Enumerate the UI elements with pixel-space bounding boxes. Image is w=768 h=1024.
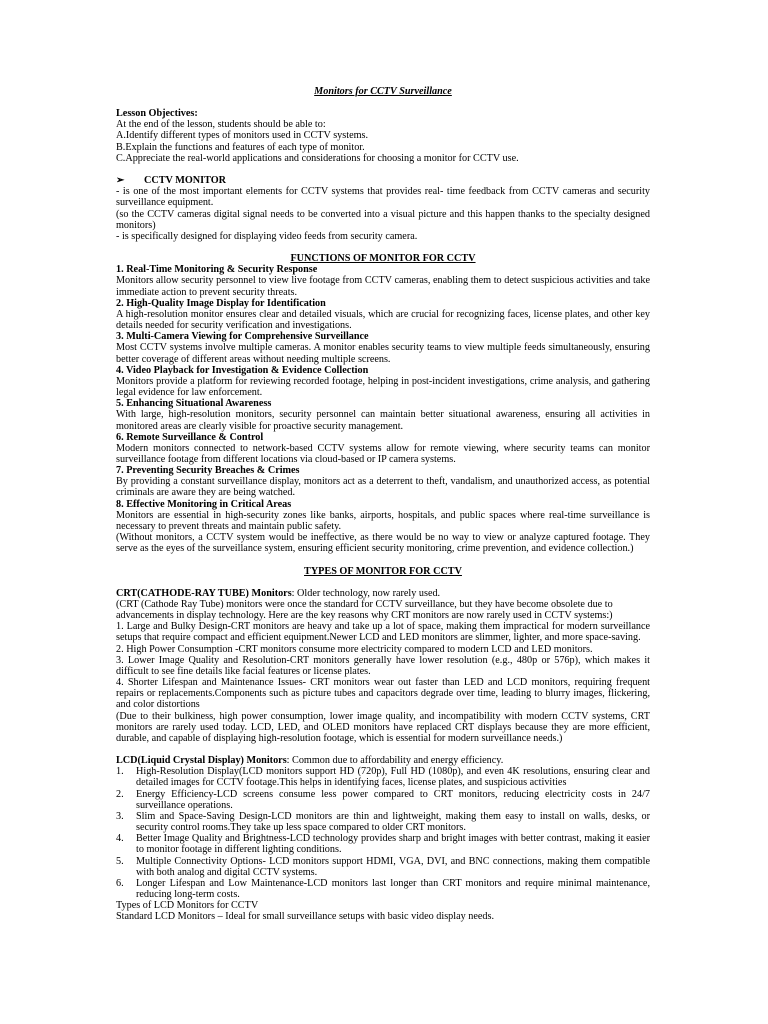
functions-note: (Without monitors, a CCTV system would be ineffective, as there would be no way to view or analyze captured footage. They serve as the eyes of the surveillance system, ensuring efficient security monitoring, crime prevention, and evidence collection.) bbox=[116, 532, 650, 555]
objectives-line: A.Identify different types of monitors used in CCTV systems. bbox=[116, 130, 369, 142]
crt-name: CRT(CATHODE-RAY TUBE) Monitors bbox=[116, 587, 292, 599]
lcd-point bbox=[116, 856, 650, 878]
crt-point: 1. Large and Bulky Design-CRT monitors are heavy and take up a lot of space, making them impractical for modern surveillance setups that require compact and efficient equipment.Newer LCD and LED monitors are slimmer, lighter, and more space-saving. bbox=[116, 621, 650, 644]
lcd-standard: Standard LCD Monitors – Ideal for small surveillance setups with basic video display needs. bbox=[116, 911, 494, 923]
crt-desc: : Older technology, now rarely used. bbox=[291, 587, 441, 599]
objectives-line: At the end of the lesson, students should be able to: bbox=[116, 119, 326, 131]
crt-heading bbox=[116, 588, 650, 599]
lcd-point-number: 2. bbox=[116, 788, 124, 800]
lcd-name: LCD(Liquid Crystal Display) Monitors bbox=[116, 755, 287, 767]
lcd-point bbox=[116, 766, 650, 788]
lcd-point bbox=[116, 833, 650, 855]
function-title: 1. Real-Time Monitoring & Security Response bbox=[116, 264, 318, 276]
function-title: 2. High-Quality Image Display for Identification bbox=[116, 297, 326, 309]
cctv-heading-text: CCTV MONITOR bbox=[144, 175, 226, 187]
lcd-point-text: Multiple Connectivity Options- LCD monitors support HDMI, VGA, DVI, and BNC connections, making them compatible with both analog and digital CCTV systems. bbox=[136, 855, 650, 878]
function-text: Most CCTV systems involve multiple cameras. A monitor enables security teams to view multiple feeds simultaneously, ensuring better coverage of different areas without needing multiple screens. bbox=[116, 342, 650, 365]
cctv-line: (so the CCTV cameras digital signal needs to be converted into a visual picture and this happen thanks to the specialty designed monitors) bbox=[116, 208, 650, 231]
lcd-point bbox=[116, 878, 650, 900]
lcd-point-number: 4. bbox=[116, 833, 124, 845]
crt-summary: (Due to their bulkiness, high power consumption, lower image quality, and incompatibility with modern CCTV systems, CRT monitors are rarely used today. LCD, LED, and OLED monitors have replaced CRT displays because they are more efficient, durable, and capable of displaying high-resolution footage, which is essential for modern surveillance needs.) bbox=[116, 710, 650, 744]
objectives-line: B.Explain the functions and features of each type of monitor. bbox=[116, 141, 365, 153]
cctv-monitor-heading bbox=[116, 175, 650, 186]
lcd-point-text: High-Resolution Display(LCD monitors support HD (720p), Full HD (1080p), and even 4K resolutions, ensuring clear and detailed images for CCTV footage.This helps in identifying faces, license plates, and suspicious activities bbox=[136, 766, 650, 789]
lcd-heading bbox=[116, 755, 650, 766]
crt-intro: (CRT (Cathode Ray Tube) monitors were once the standard for CCTV surveillance, but they have become obsolete due to advancements in display technology. Here are the key reasons why CRT monitors are now rarely used in CCTV systems:) bbox=[116, 598, 613, 622]
function-text: By providing a constant surveillance display, monitors act as a deterrent to theft, vandalism, and unauthorized access, as potential criminals are aware they are being watched. bbox=[116, 476, 650, 499]
crt-point: 3. Lower Image Quality and Resolution-CRT monitors generally have lower resolution (e.g., 480p or 576p), which makes it difficult to see fine details like facial features or license plates. bbox=[116, 654, 650, 677]
crt-point: 4. Shorter Lifespan and Maintenance Issues- CRT monitors wear out faster than LED and LCD monitors, requiring frequent repairs or replacements.Components such as picture tubes and capacitors degrade over time, leading to blurry images, flickering, and color distortions bbox=[116, 677, 650, 711]
document-page bbox=[116, 86, 650, 922]
crt-point: 2. High Power Consumption -CRT monitors consume more electricity compared to modern LCD and LED monitors. bbox=[116, 643, 593, 655]
objectives-line: C.Appreciate the real-world applications and considerations for choosing a monitor for CCTV use. bbox=[116, 152, 519, 164]
function-text: Modern monitors connected to network-based CCTV systems allow for remote viewing, where security teams can monitor surveillance footage from different locations via cloud-based or IP camera systems. bbox=[116, 442, 650, 465]
arrow-bullet-icon: ➢ bbox=[116, 175, 125, 187]
function-title: 7. Preventing Security Breaches & Crimes bbox=[116, 465, 300, 477]
cctv-line: - is specifically designed for displaying video feeds from security camera. bbox=[116, 230, 418, 242]
lcd-point-text: Energy Efficiency-LCD screens consume less power compared to CRT monitors, reducing electricity costs in 24/7 surveillance operations. bbox=[136, 788, 650, 811]
lcd-point bbox=[116, 789, 650, 811]
lcd-point-text: Slim and Space-Saving Design-LCD monitors are thin and lightweight, making them easy to install on walls, desks, or security control rooms.They take up less space compared to older CRT monitors. bbox=[136, 810, 650, 834]
function-title: 4. Video Playback for Investigation & Evidence Collection bbox=[116, 364, 369, 376]
lcd-point-text: Better Image Quality and Brightness-LCD technology provides sharp and bright images with better contrast, making it easier to monitor footage in different lighting conditions. bbox=[136, 833, 650, 856]
lcd-point-number: 3. bbox=[116, 810, 124, 822]
lcd-point-text: Longer Lifespan and Low Maintenance-LCD monitors last longer than CRT monitors and require minimal maintenance, reducing long-term costs. bbox=[136, 877, 650, 901]
function-title: 5. Enhancing Situational Awareness bbox=[116, 398, 272, 410]
cctv-line: - is one of the most important elements for CCTV systems that provides real- time feedback from CCTV cameras and security surveillance equipment. bbox=[116, 186, 650, 209]
function-text: A high-resolution monitor ensures clear and detailed visuals, which are crucial for recognizing faces, license plates, and other key details needed for security verification and investigations. bbox=[116, 308, 650, 332]
function-title: 6. Remote Surveillance & Control bbox=[116, 431, 264, 443]
lcd-point-number: 1. bbox=[116, 766, 124, 778]
lcd-point bbox=[116, 811, 650, 833]
function-text: Monitors allow security personnel to view live footage from CCTV cameras, enabling them to detect suspicious activities and take immediate action to prevent security threats. bbox=[116, 275, 650, 298]
objectives-heading: Lesson Objectives: bbox=[116, 108, 198, 120]
function-text: Monitors are essential in high-security zones like banks, airports, hospitals, and public spaces where real-time surveillance is necessary to prevent threats and maintain public safety. bbox=[116, 509, 650, 532]
function-title: 3. Multi-Camera Viewing for Comprehensive Surveillance bbox=[116, 331, 369, 343]
function-text: With large, high-resolution monitors, security personnel can maintain better situational awareness, ensuring all activities in monitored areas are clearly visible for proactive security management. bbox=[116, 409, 650, 432]
lcd-point-number: 6. bbox=[116, 877, 124, 889]
function-title: 8. Effective Monitoring in Critical Areas bbox=[116, 498, 292, 510]
lcd-point-number: 5. bbox=[116, 855, 124, 867]
document-title: Monitors for CCTV Surveillance bbox=[314, 86, 452, 97]
lcd-desc: : Common due to affordability and energy efficiency. bbox=[286, 755, 504, 767]
lcd-types-title: Types of LCD Monitors for CCTV bbox=[116, 900, 259, 912]
function-text: Monitors provide a platform for reviewing recorded footage, helping in post-incident investigations, crime analysis, and gathering legal evidence for law enforcement. bbox=[116, 375, 650, 399]
functions-heading: FUNCTIONS OF MONITOR FOR CCTV bbox=[290, 253, 476, 265]
types-heading: TYPES OF MONITOR FOR CCTV bbox=[304, 565, 462, 577]
